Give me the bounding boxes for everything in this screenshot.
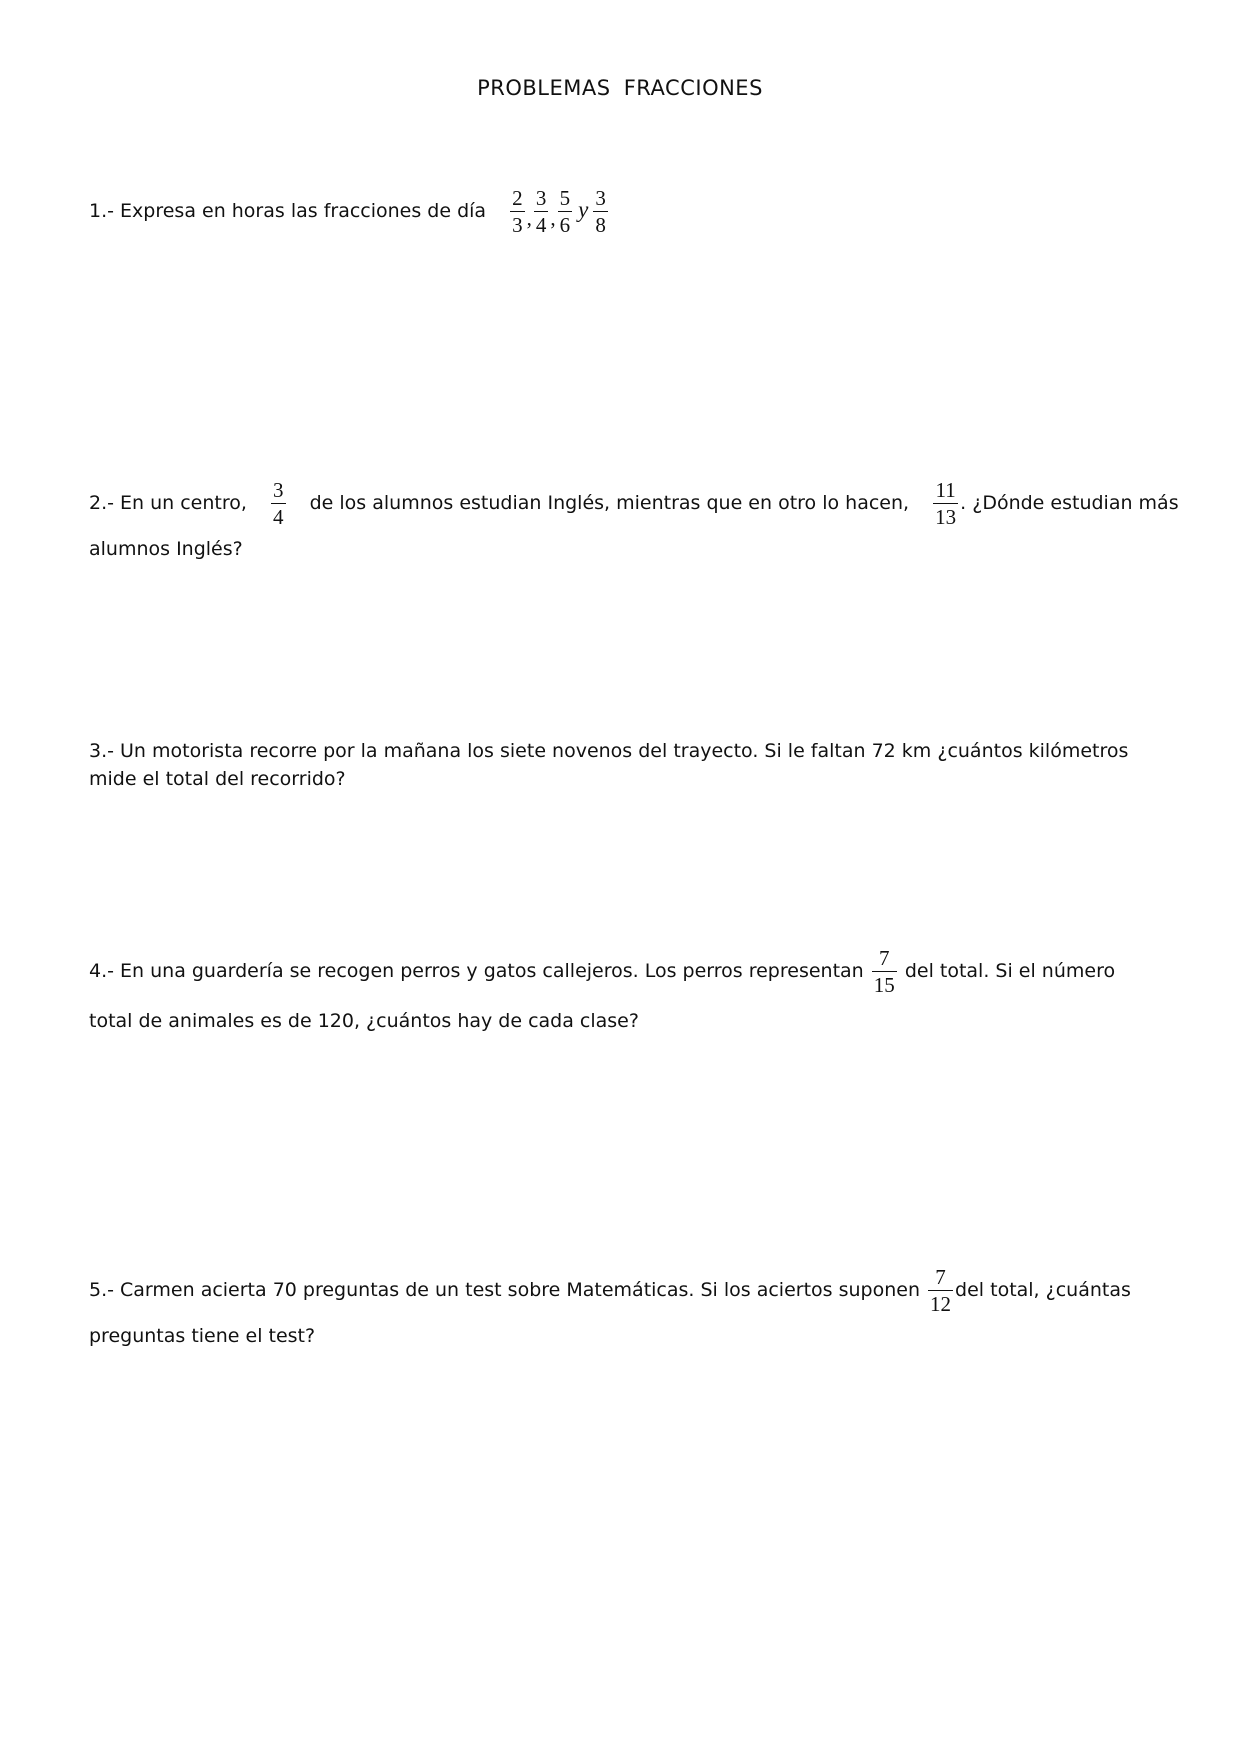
problem-4-line-2: total de animales es de 120, ¿cuántos hay de cada clase? [89, 1010, 639, 1032]
comma-separator: , [550, 206, 556, 230]
comma-separator: , [526, 206, 532, 230]
fraction-2-3 [510, 186, 525, 237]
problem-3-line-2: mide el total del recorrido? [89, 768, 346, 790]
problem-2-line-2: alumnos Inglés? [89, 538, 243, 560]
fraction-numerator: 5 [559, 186, 571, 210]
fraction-7-15 [872, 946, 897, 997]
problem-2-text-middle: de los alumnos estudian Inglés, mientras que en otro lo hacen, [309, 492, 910, 514]
page-title: PROBLEMAS FRACCIONES [477, 76, 763, 100]
problem-5-text-before: 5.- Carmen acierta 70 preguntas de un test sobre Matemáticas. Si los aciertos suponen [89, 1279, 920, 1301]
problem-5-line-1 [89, 1265, 1159, 1316]
problem-5-line-2: preguntas tiene el test? [89, 1325, 316, 1347]
problem-1-text: 1.- Expresa en horas las fracciones de día [89, 200, 487, 222]
fraction-3-8 [593, 186, 608, 237]
problem-3-line-1: 3.- Un motorista recorre por la mañana los siete novenos del trayecto. Si le faltan 72 km ¿cuántos kilómetros [89, 740, 1129, 762]
problem-5-text-after: del total, ¿cuántas [955, 1279, 1131, 1301]
problem-5 [89, 1265, 1159, 1350]
problem-1 [89, 186, 1159, 237]
fraction-5-6 [558, 186, 573, 237]
conjunction-y: y [578, 197, 589, 222]
fraction-numerator: 2 [512, 186, 523, 210]
problem-2-text-after: . ¿Dónde estudian más [960, 492, 1179, 514]
fraction-numerator: 3 [595, 186, 606, 210]
fraction-denominator: 8 [595, 213, 606, 237]
fraction-denominator: 3 [512, 213, 523, 237]
fraction-denominator: 4 [535, 213, 547, 237]
problem-2 [89, 478, 1179, 563]
problem-4-text-after: del total. Si el número [904, 960, 1116, 982]
fraction-numerator: 7 [928, 1265, 953, 1291]
problem-2-line-1 [89, 478, 1179, 529]
fraction-numerator: 7 [872, 946, 897, 972]
problem-2-text-before: 2.- En un centro, [89, 492, 247, 514]
fraction-numerator: 11 [933, 478, 958, 504]
fraction-denominator: 6 [559, 213, 571, 237]
fraction-denominator: 12 [930, 1292, 952, 1316]
fraction-7-12 [928, 1265, 953, 1316]
fraction-denominator: 4 [273, 505, 284, 529]
fraction-3-4 [534, 186, 549, 237]
fraction-numerator: 3 [273, 478, 284, 502]
problem-1-line-1 [89, 186, 1159, 237]
fraction-11-13 [933, 478, 958, 529]
problem-3 [89, 737, 1159, 793]
problem-4-line-1 [89, 946, 1159, 997]
fraction-denominator: 13 [935, 505, 957, 529]
fraction-denominator: 15 [873, 973, 895, 997]
fraction-numerator: 3 [535, 186, 547, 210]
fraction-3-4 [271, 478, 286, 529]
problem-4 [89, 946, 1159, 1035]
problem-4-text-before: 4.- En una guardería se recogen perros y gatos callejeros. Los perros representan [89, 960, 864, 982]
